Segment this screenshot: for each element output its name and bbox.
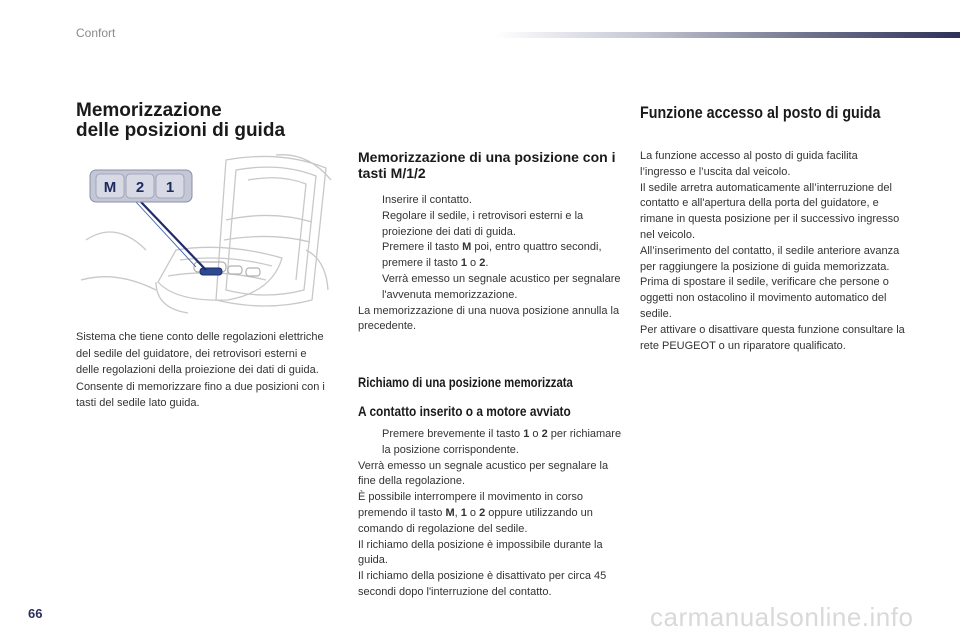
recall-section-body bbox=[358, 427, 623, 601]
header-bar bbox=[495, 32, 960, 38]
recall-paragraph-3: Il richiamo della posizione è impossibile durante la guida. bbox=[358, 538, 603, 567]
recall-steps bbox=[358, 427, 623, 459]
recall-section-title: Richiamo di una posizione memorizzata bbox=[358, 375, 573, 390]
memorize-note: La memorizzazione di una nuova posizione annulla la precedente. bbox=[358, 304, 620, 333]
memory-button-1: 1 bbox=[165, 179, 175, 196]
recall-paragraph-4: Il richiamo della posizione è disattivato per circa 45 secondi dopo l'interruzione del contatto. bbox=[358, 570, 607, 598]
section-label: Confort bbox=[76, 26, 116, 40]
memorize-section-title: Memorizzazione di una posizione con i tasti M/1/2 bbox=[358, 149, 616, 181]
seat-illustration bbox=[76, 150, 336, 315]
memorize-section-body bbox=[358, 193, 623, 335]
page-title-line-1: Memorizzazione bbox=[76, 100, 222, 121]
access-line-3: All’inserimento del contatto, il sedile anteriore avanza per raggiungere la posizione di guida memorizzata. bbox=[640, 244, 900, 273]
access-line-1: La funzione accesso al posto di guida facilita l’ingresso e l’uscita dal veicolo. bbox=[640, 150, 858, 178]
page-title-line-2: delle posizioni di guida bbox=[76, 120, 286, 141]
list-item: Premere brevemente il tasto 1 o 2 per richiamare la posizione corrispondente. bbox=[382, 428, 622, 456]
watermark: carmanualsonline.info bbox=[650, 602, 914, 632]
access-line-5: Per attivare o disattivare questa funzione consultare la rete PEUGEOT o un riparatore qualificato. bbox=[640, 323, 905, 352]
access-line-2: Il sedile arretra automaticamente all’interruzione del contatto e all'apertura della porta del guidatore, e rimane in questa posizione per il successivo ingresso nel veicolo. bbox=[640, 181, 900, 241]
memory-button-2: 2 bbox=[135, 179, 145, 196]
access-section-body bbox=[640, 149, 905, 354]
page-number: 66 bbox=[28, 606, 43, 621]
list-item: Premere il tasto M poi, entro quattro secondi, premere il tasto 1 o 2. Verrà emesso un segnale acustico per segnalare l'avvenuta memorizzazione. bbox=[382, 241, 621, 301]
memorize-confirm-text: Verrà emesso un segnale acustico per segnalare l'avvenuta memorizzazione. bbox=[382, 272, 621, 301]
page-title bbox=[76, 101, 346, 141]
access-line-4: Prima di spostare il sedile, verificare che persone o oggetti non ostacolino il movimento automatico del sedile. bbox=[640, 276, 889, 320]
recall-paragraph-2: È possibile interrompere il movimento in corso premendo il tasto M, 1 o 2 oppure utilizzando un comando di regolazione del sedile. bbox=[358, 491, 593, 535]
memorize-steps bbox=[358, 193, 623, 304]
recall-paragraph-1: Verrà emesso un segnale acustico per segnalare la fine della regolazione. bbox=[358, 459, 609, 488]
recall-section-subtitle: A contatto inserito o a motore avviato bbox=[358, 404, 571, 419]
list-item: Regolare il sedile, i retrovisori esterni e la proiezione dei dati di guida. bbox=[382, 209, 584, 238]
list-item: Inserire il contatto. bbox=[382, 194, 472, 206]
memory-button-m: M bbox=[103, 179, 117, 196]
access-section-title: Funzione accesso al posto di guida bbox=[640, 103, 881, 122]
intro-paragraph: Sistema che tiene conto delle regolazioni elettriche del sedile del guidatore, dei retrovisori esterni e delle regolazioni della proiezione dei dati di guida. Consente di memorizzare fino a due posizioni con i tasti del sedile lato guida. bbox=[76, 331, 325, 409]
